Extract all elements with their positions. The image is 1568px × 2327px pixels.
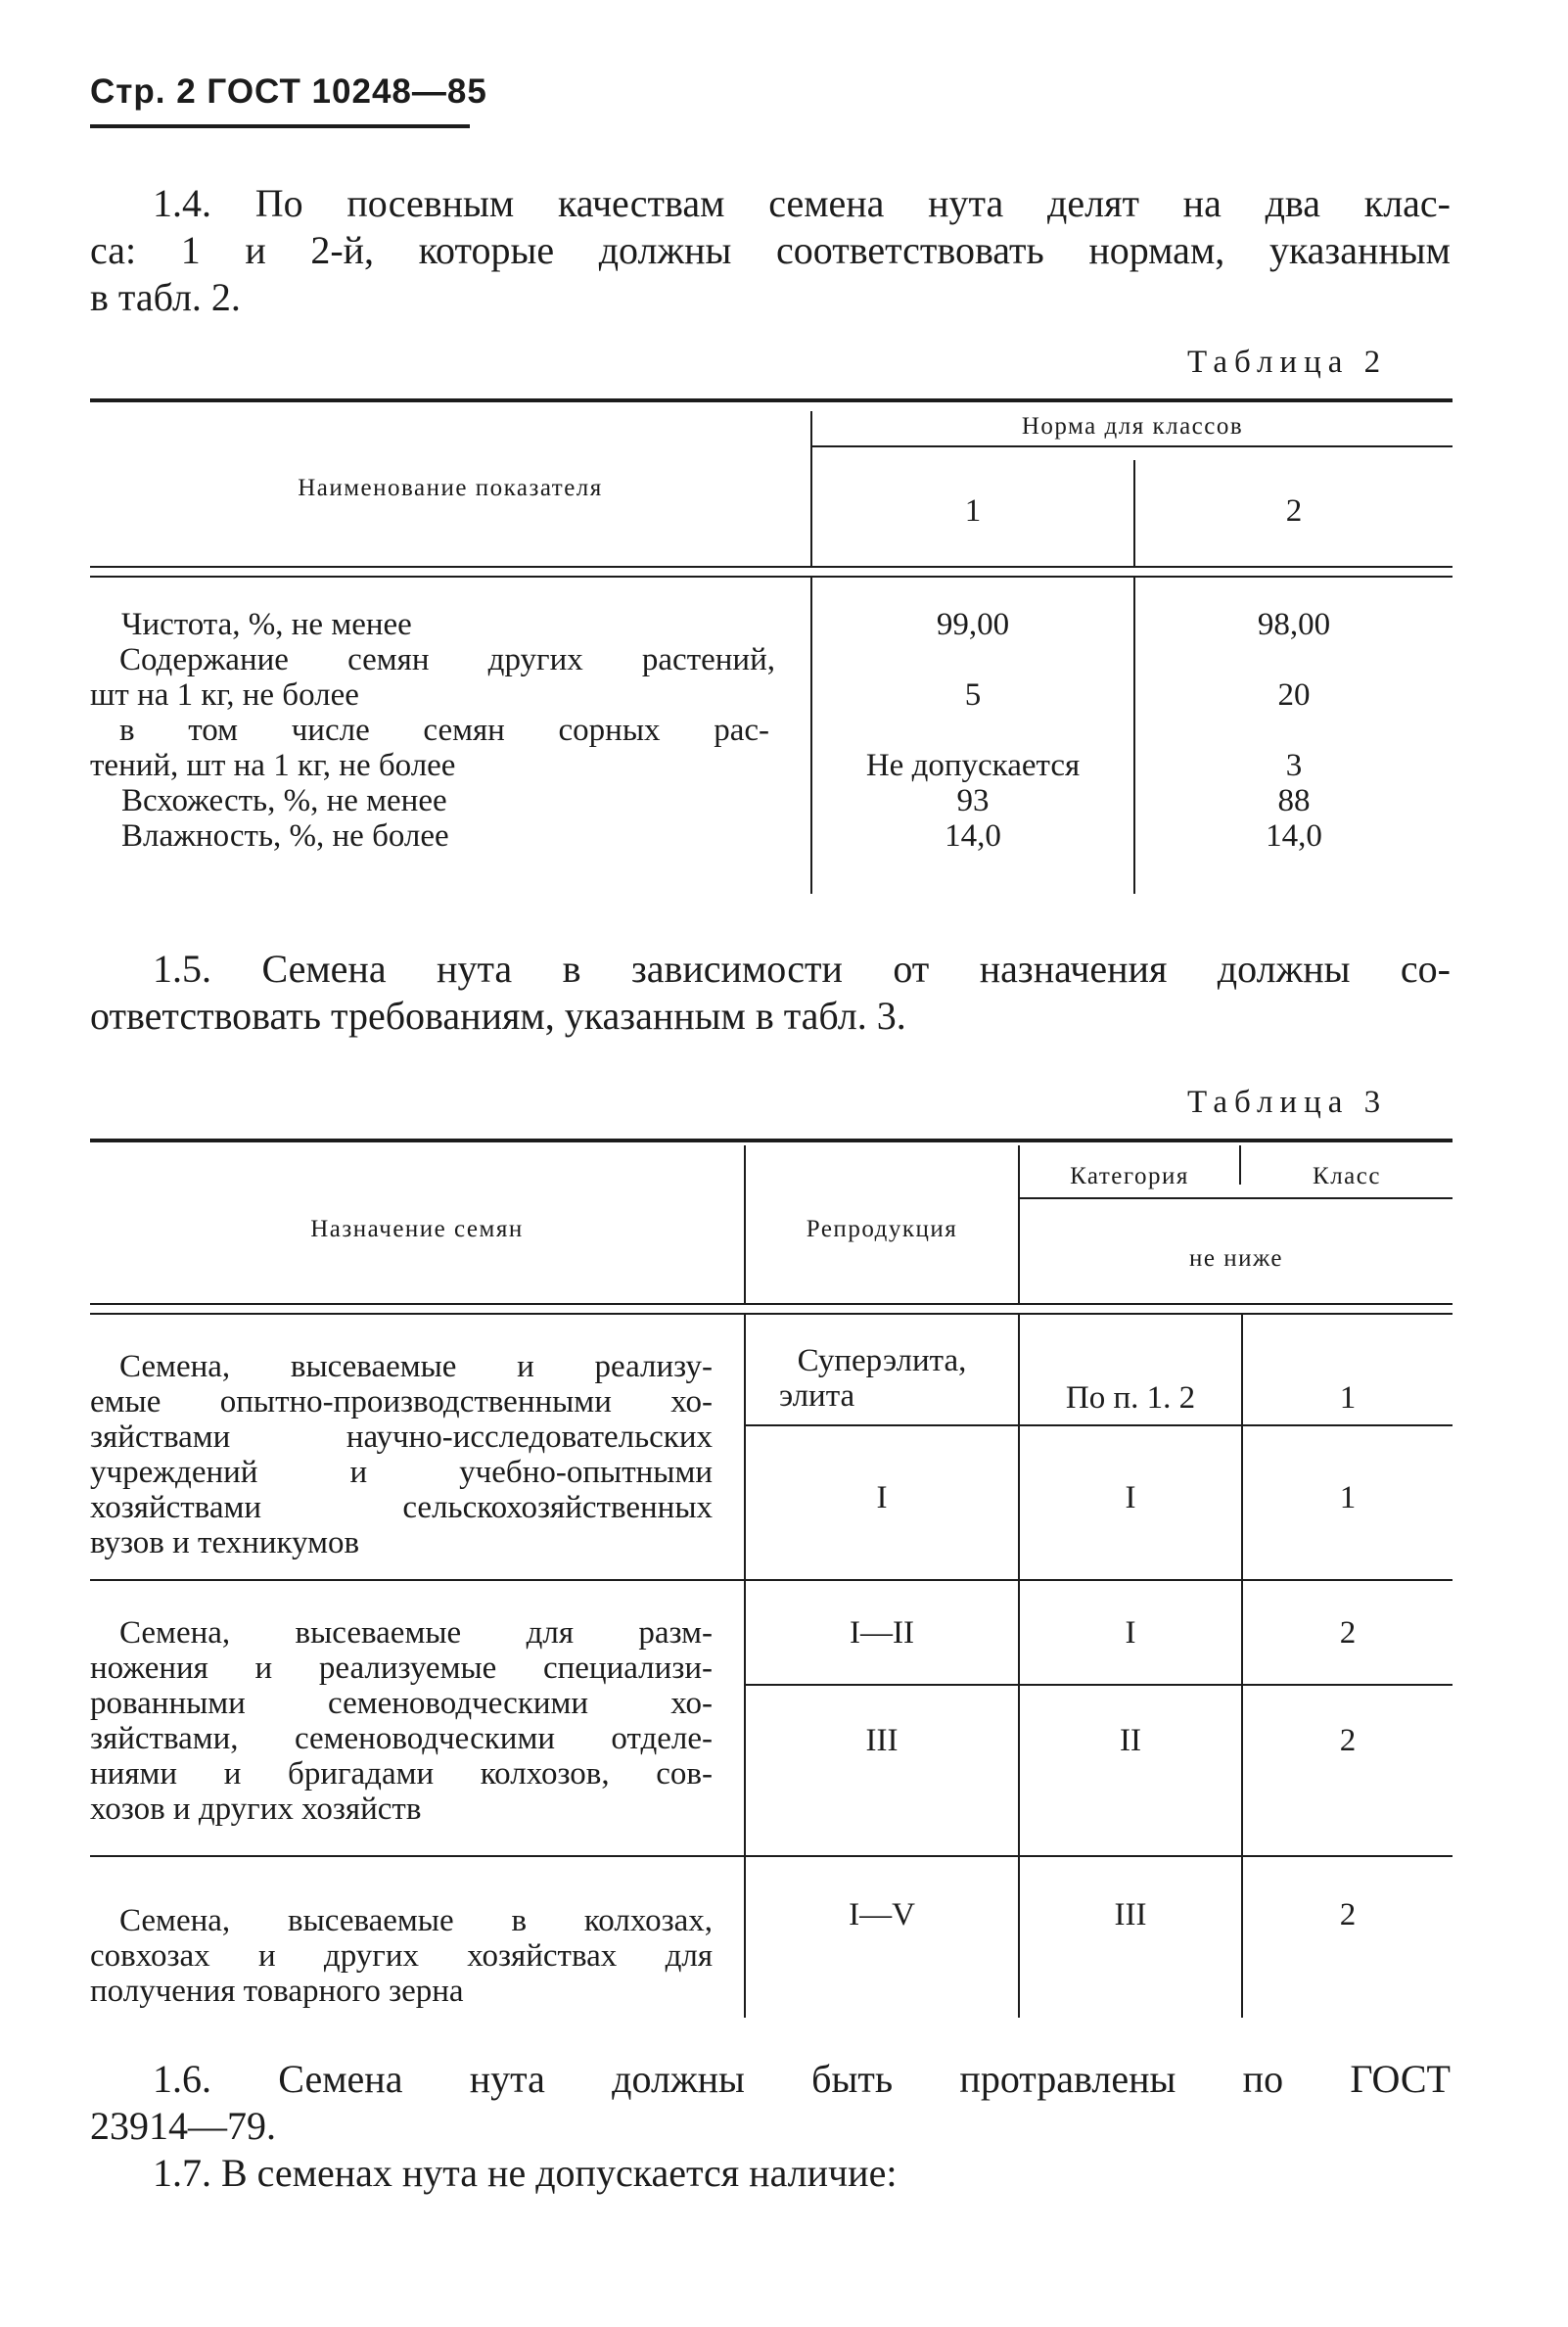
table-rule [1018, 1197, 1453, 1199]
table-2-row-name [90, 713, 769, 783]
reproduction-line: Суперэлита, [797, 1343, 967, 1378]
row-name-line: Всхожесть, %, не менее [121, 783, 447, 818]
table-2-row-name [121, 783, 807, 818]
table-3-category: I [1125, 1480, 1136, 1515]
row-name-line: Чистота, %, не менее [121, 607, 412, 642]
table-3-class: 2 [1339, 1615, 1357, 1651]
purpose-line: совхозах и других хозяйствах для [90, 1938, 713, 1974]
row-name-line: Влажность, %, не более [121, 818, 449, 854]
purpose-line: учреждений и учебно-опытными [90, 1455, 713, 1490]
table-2-cell-class-1: 93 [956, 783, 990, 818]
column-header-name: Наименование показателя [298, 475, 603, 501]
row-name-line: Содержание семян других растений, [119, 642, 775, 677]
table-3-category: III [1114, 1897, 1147, 1932]
header-rule [90, 124, 470, 128]
table-2-row-name [90, 642, 775, 713]
purpose-line: Семена, высеваемые и реализу- [119, 1349, 713, 1384]
paragraph-line: 23914—79. [90, 2104, 276, 2148]
purpose-line: хозов и других хозяйств [90, 1792, 422, 1827]
table-2-cell-class-2: 14,0 [1266, 818, 1322, 854]
purpose-line: получения товарного зерна [90, 1974, 464, 2009]
purpose-line: вузов и техникумов [90, 1525, 360, 1560]
table-3-category: I [1125, 1615, 1136, 1651]
table-rule [90, 576, 1453, 578]
paragraph-1-4 [90, 180, 1451, 321]
paragraph-line: 1.5. Семена нута в зависимости от назначения должны со- [153, 947, 1451, 991]
table-rule [90, 566, 1453, 568]
row-name-line: тений, шт на 1 кг, не более [90, 748, 456, 783]
table-2-caption: Таблица 2 [1187, 345, 1388, 380]
purpose-line: емые опытно-производственными хо- [90, 1384, 713, 1419]
purpose-line: Семена, высеваемые для разм- [119, 1615, 713, 1651]
table-rule [90, 1855, 1453, 1857]
table-3-category: II [1120, 1723, 1141, 1758]
paragraph-line: в табл. 2. [90, 275, 241, 319]
paragraph-line: са: 1 и 2-й, которые должны соответствовать нормам, указанным [90, 228, 1451, 272]
table-3-class: 2 [1339, 1723, 1357, 1758]
paragraph-line: 1.7. В семенах нута не допускается наличие: [153, 2151, 898, 2195]
purpose-line: ниями и бригадами колхозов, сов- [90, 1756, 713, 1792]
table-3-reproduction: I—II [850, 1615, 914, 1651]
table-3-purpose [90, 1615, 713, 1827]
table-3-reproduction: III [865, 1723, 899, 1758]
row-name-line: шт на 1 кг, не более [90, 677, 359, 713]
paragraph-1-7 [153, 2150, 897, 2197]
table-2-cell-class-1: Не допускается [865, 748, 1081, 783]
table-2-cell-class-1: 14,0 [945, 818, 1001, 854]
table-3-reproduction: I—V [849, 1897, 915, 1932]
column-header-category: Категория [1070, 1163, 1189, 1189]
table-3-class: 2 [1339, 1897, 1357, 1932]
column-header-min: не ниже [1188, 1245, 1284, 1272]
table-3-caption: Таблица 3 [1187, 1085, 1388, 1120]
column-header-purpose: Назначение семян [310, 1216, 524, 1242]
paragraph-1-6 [90, 2056, 1451, 2150]
paragraph-line: 1.6. Семена нута должны быть протравлены по ГОСТ [153, 2057, 1451, 2101]
table-2-cell-class-1: 5 [964, 677, 982, 713]
reproduction-line: элита [779, 1378, 855, 1414]
purpose-line: хозяйствами сельскохозяйственных [90, 1490, 713, 1525]
column-header-class-2: 2 [1285, 493, 1303, 529]
page-header: Стр. 2 ГОСТ 10248—85 [90, 72, 487, 111]
column-header-reproduction: Репродукция [806, 1216, 958, 1242]
table-3-class: 1 [1339, 1480, 1357, 1515]
table-3-class: 1 [1339, 1380, 1357, 1416]
purpose-line: зяйствами научно-исследовательских [90, 1419, 713, 1455]
table-2-row-name [121, 818, 807, 854]
table-3-purpose [90, 1903, 713, 2009]
table-rule [90, 1139, 1453, 1142]
column-header-class-1: 1 [964, 493, 982, 529]
table-rule [744, 1424, 1453, 1426]
purpose-line: Семена, высеваемые в колхозах, [119, 1903, 713, 1938]
table-2-cell-class-1: 99,00 [936, 607, 1010, 642]
table-2-cell-class-2: 20 [1277, 677, 1311, 713]
purpose-line: зяйствами, семеноводческими отделе- [90, 1721, 713, 1756]
table-3-reproduction [746, 1343, 1018, 1414]
row-name-line: в том числе семян сорных рас- [119, 713, 769, 748]
table-rule [90, 1313, 1453, 1315]
column-header-class: Класс [1313, 1163, 1381, 1189]
table-3-purpose [90, 1349, 713, 1560]
table-3-category: По п. 1. 2 [1065, 1380, 1196, 1416]
paragraph-line: 1.4. По посевным качествам семена нута делят на два клас- [153, 181, 1451, 225]
purpose-line: рованными семеноводческими хо- [90, 1686, 713, 1721]
table-rule [812, 445, 1453, 447]
paragraph-1-5 [90, 946, 1451, 1040]
purpose-line: ножения и реализуемые специализи- [90, 1651, 713, 1686]
table-rule [744, 1684, 1453, 1686]
column-header-group: Норма для классов [1021, 413, 1244, 440]
paragraph-line: ответствовать требованиям, указанным в табл. 3. [90, 994, 906, 1038]
table-rule [90, 398, 1453, 402]
table-2-cell-class-2: 88 [1277, 783, 1311, 818]
table-2-cell-class-2: 98,00 [1257, 607, 1331, 642]
table-3-reproduction: I [876, 1480, 888, 1515]
table-2-cell-class-2: 3 [1285, 748, 1303, 783]
table-2-row-name [121, 607, 807, 642]
table-rule [90, 1303, 1453, 1305]
table-rule [90, 1579, 1453, 1581]
